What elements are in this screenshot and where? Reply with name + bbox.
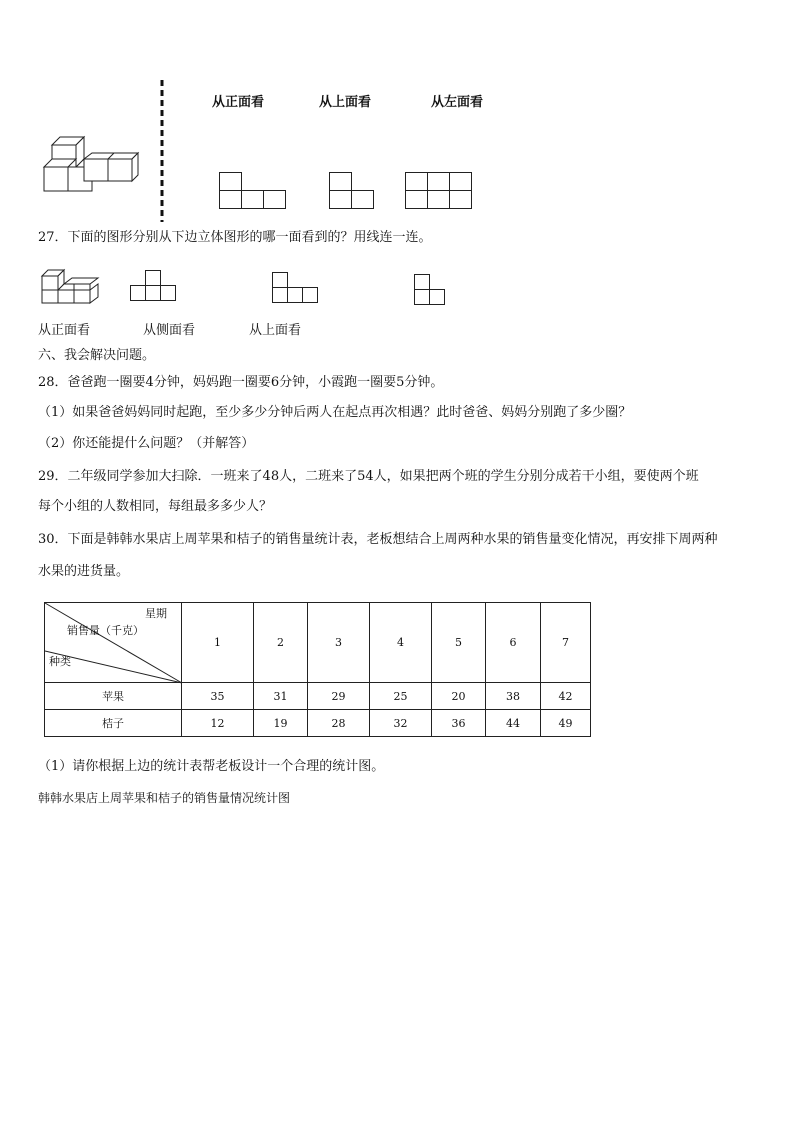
table-cell: 44 — [486, 710, 541, 737]
table-cell: 49 — [541, 710, 591, 737]
q27-shape-c — [414, 274, 448, 308]
table-header-row — [45, 603, 591, 683]
front-view-shape — [219, 172, 287, 210]
cube-figure — [40, 135, 140, 195]
left-view-shape — [405, 172, 473, 210]
q27-shape-b — [272, 272, 320, 306]
q29-line1: 29．二年级同学参加大扫除．一班来了48人，二班来了54人，如果把两个班的学生分别分成若干小组，要使两个班 — [38, 469, 699, 484]
q28-text: 28．爸爸跑一圈要4分钟，妈妈跑一圈要6分钟，小霞跑一圈要5分钟。 — [38, 375, 444, 390]
corner-label-weekday: 星期 — [145, 607, 167, 620]
section-6-heading: 六、我会解决问题。 — [38, 348, 156, 363]
q30-line1: 30．下面是韩韩水果店上周苹果和桔子的销售量统计表，老板想结合上周两种水果的销售量变化情况，再安排下周两种 — [38, 532, 718, 547]
q27-solid-figure — [40, 264, 102, 304]
q28-sub1: （1）如果爸爸妈妈同时起跑，至少多少分钟后两人在起点再次相遇？此时爸爸、妈妈分别跑了多少圈？ — [38, 405, 632, 420]
front-view-label: 从正面看 — [212, 95, 265, 110]
day-header: 6 — [486, 603, 541, 683]
table-cell: 35 — [182, 683, 254, 710]
day-header: 4 — [370, 603, 432, 683]
day-header: 3 — [308, 603, 370, 683]
table-cell: 20 — [432, 683, 486, 710]
q27-text: 27．下面的图形分别从下边立体图形的哪一面看到的？用线连一连。 — [38, 230, 432, 245]
table-cell: 19 — [254, 710, 308, 737]
q27-label-front: 从正面看 — [38, 323, 91, 338]
q27-label-side: 从侧面看 — [143, 323, 196, 338]
q27-shape-a — [130, 270, 176, 304]
day-header: 7 — [541, 603, 591, 683]
corner-label-sales: 销售量（千克） — [67, 624, 144, 637]
dashed-divider — [160, 80, 164, 222]
corner-label-type: 种类 — [49, 655, 71, 668]
table-cell: 38 — [486, 683, 541, 710]
day-header: 2 — [254, 603, 308, 683]
row-label-orange: 桔子 — [45, 710, 182, 737]
chart-title: 韩韩水果店上周苹果和桔子的销售量情况统计图 — [38, 791, 291, 805]
row-label-apple: 苹果 — [45, 683, 182, 710]
table-cell: 28 — [308, 710, 370, 737]
table-corner-cell — [45, 603, 182, 683]
table-cell: 42 — [541, 683, 591, 710]
table-cell: 12 — [182, 710, 254, 737]
table-cell: 36 — [432, 710, 486, 737]
day-header: 5 — [432, 603, 486, 683]
sales-table — [44, 602, 591, 737]
q27-label-top: 从上面看 — [249, 323, 302, 338]
q28-sub2: （2）你还能提什么问题？（并解答） — [38, 436, 255, 451]
table-row — [45, 710, 591, 737]
q29-line2: 每个小组的人数相同，每组最多多少人？ — [38, 499, 273, 514]
top-view-label: 从上面看 — [319, 95, 372, 110]
table-cell: 31 — [254, 683, 308, 710]
top-view-shape — [329, 172, 375, 210]
table-cell: 32 — [370, 710, 432, 737]
table-row — [45, 683, 591, 710]
left-view-label: 从左面看 — [431, 95, 484, 110]
q30-sub1: （1）请你根据上边的统计表帮老板设计一个合理的统计图。 — [38, 759, 385, 774]
table-cell: 25 — [370, 683, 432, 710]
q30-line2: 水果的进货量。 — [38, 564, 130, 579]
day-header: 1 — [182, 603, 254, 683]
table-cell: 29 — [308, 683, 370, 710]
